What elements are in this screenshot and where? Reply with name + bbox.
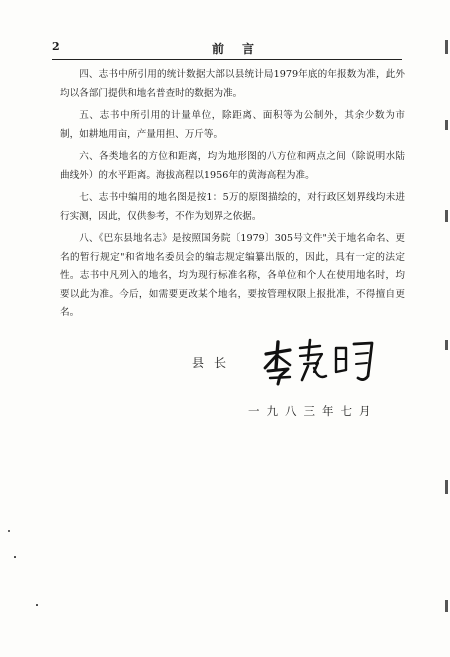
paragraph-6: 六、各类地名的方位和距离，均为地形图的八方位和两点之间（除说明水陆曲线外）的水平距离。海拔高程以1956年的黄海高程为准。 [60,151,405,181]
scan-edge-mark [445,120,448,130]
scan-edge-mark [445,340,448,350]
page-header [52,40,402,58]
scan-edge-mark [445,480,448,494]
page-number: 2 [52,40,60,53]
paragraph-5: 五、志书中所引用的计量单位，除距离、面积等为公制外，其余少数为市制，如耕地用亩，产量用担、万斤等。 [60,110,405,140]
handwritten-signature [260,338,380,386]
scan-speck [36,604,38,606]
paragraph-4: 四、志书中所引用的统计数据大部以县统计局1979年底的年报数为准，此外均以各部门提供和地名普查时的数据为准。 [60,69,405,99]
body-text [60,66,405,327]
running-title: 前言 [212,42,273,56]
signatory-title: 县长 [192,356,237,370]
header-rule [52,59,402,60]
scan-edge-mark [445,40,448,54]
signature-block [192,338,392,398]
paragraph-7: 七、志书中编用的地名图是按1：5万的原图描绘的，对行政区划界线均未进行实测，因此，仅供参考，不作为划界之依据。 [60,192,405,222]
date-line: 一九八三年七月 [248,404,378,418]
paragraph-8: 八、《巴东县地名志》是按照国务院〔1979〕305号文件"关于地名命名、更名的暂行规定"和省地名委员会的编志规定编纂出版的，因此，具有一定的法定性。志书中凡列入的地名，均为现行标准名称，各单位和个人在使用地名时，均要以此为准。今后，如需要更改某个地名，要按管理权限上报批准，不得擅自更名。 [60,233,405,318]
scan-speck [14,556,16,558]
scan-speck [8,530,10,532]
scan-edge-mark [445,600,448,612]
scan-edge-mark [445,210,448,222]
